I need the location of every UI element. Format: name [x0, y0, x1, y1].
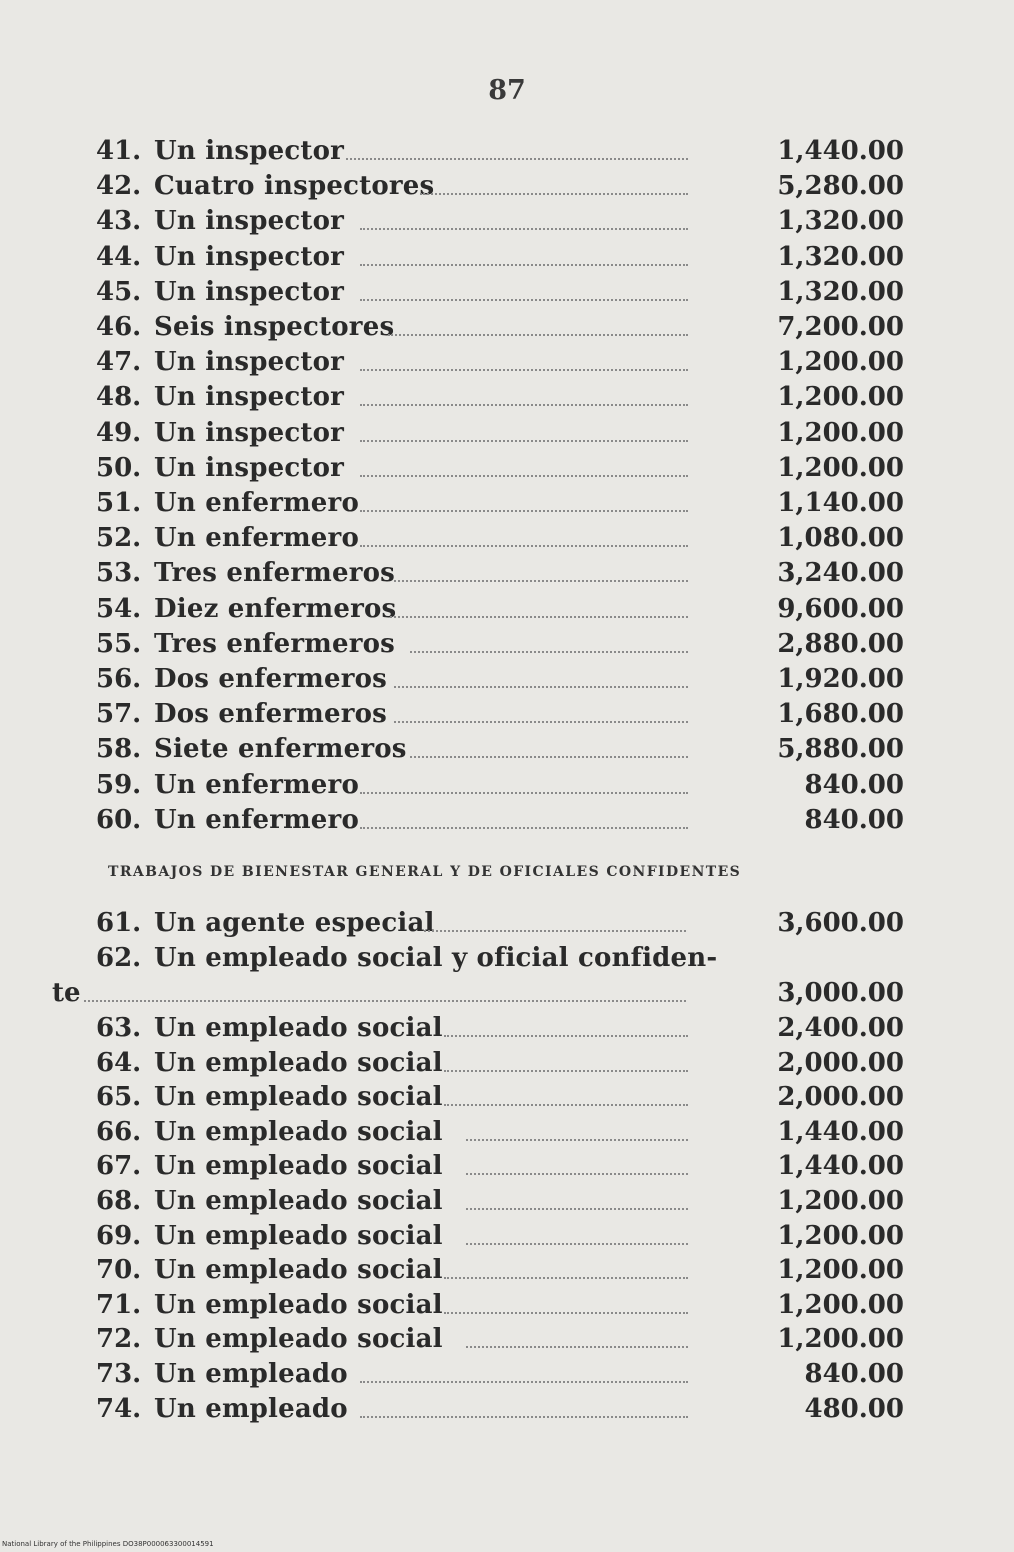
- item-amount: 1,680.00: [777, 699, 904, 730]
- item-amount: 1,320.00: [777, 276, 904, 307]
- dot-leader: [360, 228, 688, 230]
- item-description: Un empleado social: [154, 1116, 443, 1147]
- list-item: [0, 1080, 1014, 1115]
- list-item: [0, 627, 1014, 662]
- item-number: 56.: [96, 664, 142, 694]
- list-item: [0, 662, 1014, 697]
- item-amount: 1,200.00: [777, 1186, 904, 1216]
- dot-leader: [346, 158, 688, 160]
- item-number: 64.: [96, 1047, 142, 1078]
- item-description: Siete enfermeros: [154, 734, 407, 765]
- item-description: Un empleado social: [154, 1289, 443, 1320]
- item-description: Un enfermero: [154, 804, 359, 835]
- dot-leader: [360, 264, 688, 266]
- dot-leader: [424, 930, 686, 932]
- item-description: Seis inspectores: [154, 312, 395, 342]
- item-number: 58.: [96, 734, 142, 765]
- item-amount: 2,000.00: [777, 1082, 904, 1113]
- list-item: [0, 451, 1014, 486]
- item-number: 43.: [96, 206, 142, 237]
- list-item: [0, 310, 1014, 345]
- item-amount: 1,140.00: [777, 488, 904, 518]
- list-item: [0, 521, 1014, 556]
- dot-leader: [360, 1416, 688, 1418]
- item-number: 68.: [96, 1186, 142, 1216]
- item-description: Un inspector: [154, 417, 345, 448]
- item-number: 41.: [96, 136, 142, 166]
- dot-leader: [360, 545, 688, 547]
- item-amount: 1,200.00: [777, 1289, 904, 1320]
- list-item: [0, 1149, 1014, 1184]
- dot-leader: [394, 721, 688, 723]
- list-item: [0, 169, 1014, 204]
- item-description: Un empleado social: [154, 1047, 443, 1078]
- dot-leader: [444, 1035, 688, 1037]
- item-description: Un empleado social: [154, 1151, 443, 1182]
- list-item: [0, 803, 1014, 838]
- item-description: Un inspector: [154, 276, 345, 307]
- item-description: Un empleado: [154, 1393, 348, 1424]
- item-description: Un enfermero: [154, 769, 359, 800]
- dot-leader: [360, 1381, 688, 1383]
- dot-leader: [84, 1000, 686, 1002]
- dot-leader: [388, 334, 688, 336]
- footer-watermark: National Library of the Philippines DO38P000063300014591: [2, 1540, 214, 1548]
- dot-leader: [466, 1139, 688, 1141]
- list-item: [0, 275, 1014, 310]
- item-description: Diez enfermeros: [154, 593, 397, 624]
- item-number: 62.: [96, 943, 142, 973]
- item-description: Un enfermero: [154, 523, 359, 554]
- item-description: Un inspector: [154, 206, 345, 237]
- item-number: 53.: [96, 558, 142, 589]
- list-item: [0, 1392, 1014, 1427]
- item-number: 51.: [96, 488, 142, 518]
- item-amount: 1,920.00: [777, 664, 904, 694]
- item-number: 66.: [96, 1116, 142, 1147]
- item-description: Un empleado social: [154, 1082, 443, 1113]
- list-item: [0, 906, 1014, 941]
- list-item: [0, 1253, 1014, 1288]
- item-number: 70.: [96, 1255, 142, 1286]
- list-item: [0, 204, 1014, 239]
- item-amount: 5,280.00: [777, 171, 904, 202]
- item-description: Un empleado social: [154, 1255, 443, 1286]
- item-amount: 1,200.00: [777, 347, 904, 378]
- item-number: 60.: [96, 804, 142, 835]
- list-item: [0, 416, 1014, 451]
- dot-leader: [360, 475, 688, 477]
- item-description: Un inspector: [154, 452, 345, 483]
- item-number: 73.: [96, 1359, 142, 1389]
- item-number: 44.: [96, 241, 142, 272]
- page-number: 87: [488, 75, 526, 106]
- item-description: Tres enfermeros: [154, 628, 395, 659]
- item-number: 42.: [96, 171, 142, 202]
- list-item-continuation: [0, 976, 1014, 1011]
- list-item: [0, 1219, 1014, 1254]
- item-description: Un empleado social y oficial confiden-: [154, 943, 718, 973]
- item-amount: 2,000.00: [777, 1047, 904, 1078]
- item-description-continuation: te: [52, 978, 81, 1008]
- item-description: Un empleado social: [154, 1220, 443, 1251]
- item-amount: 2,400.00: [777, 1013, 904, 1043]
- dot-leader: [394, 686, 688, 688]
- item-amount: 840.00: [804, 804, 904, 835]
- list-item: [0, 592, 1014, 627]
- item-number: 45.: [96, 276, 142, 307]
- item-number: 74.: [96, 1393, 142, 1424]
- list-item: [0, 556, 1014, 591]
- item-amount: 1,440.00: [777, 1116, 904, 1147]
- item-number: 69.: [96, 1220, 142, 1251]
- list-item: [0, 768, 1014, 803]
- item-amount: 1,440.00: [777, 1151, 904, 1182]
- item-amount: 1,080.00: [777, 523, 904, 554]
- section-heading: TRABAJOS DE BIENESTAR GENERAL Y DE OFICIALES CONFIDENTES: [108, 864, 742, 880]
- dot-leader: [360, 369, 688, 371]
- dot-leader: [466, 1208, 688, 1210]
- item-description: Dos enfermeros: [154, 699, 387, 730]
- dot-leader: [466, 1346, 688, 1348]
- dot-leader: [466, 1173, 688, 1175]
- item-amount: 5,880.00: [777, 734, 904, 765]
- item-number: 46.: [96, 312, 142, 342]
- dot-leader: [444, 1277, 688, 1279]
- list-item: [0, 1011, 1014, 1046]
- dot-leader: [360, 404, 688, 406]
- item-number: 61.: [96, 908, 142, 938]
- item-amount: 1,200.00: [777, 1220, 904, 1251]
- dot-leader: [390, 616, 688, 618]
- item-number: 67.: [96, 1151, 142, 1182]
- list-item: [0, 134, 1014, 169]
- list-item: [0, 1322, 1014, 1357]
- list-item: [0, 1288, 1014, 1323]
- list-item: [0, 1357, 1014, 1392]
- item-number: 65.: [96, 1082, 142, 1113]
- item-number: 54.: [96, 593, 142, 624]
- dot-leader: [410, 651, 688, 653]
- list-item: [0, 345, 1014, 380]
- dot-leader: [444, 1070, 688, 1072]
- dot-leader: [360, 440, 688, 442]
- item-description: Un inspector: [154, 136, 345, 166]
- list-item: [0, 380, 1014, 415]
- item-description: Dos enfermeros: [154, 664, 387, 694]
- item-amount: 1,320.00: [777, 241, 904, 272]
- item-description: Un inspector: [154, 382, 345, 413]
- item-description: Un agente especial: [154, 908, 435, 938]
- item-number: 57.: [96, 699, 142, 730]
- item-description: Un empleado: [154, 1359, 348, 1389]
- item-description: Un empleado social: [154, 1013, 443, 1043]
- item-amount: 1,200.00: [777, 1324, 904, 1355]
- list-item: [0, 732, 1014, 767]
- item-number: 72.: [96, 1324, 142, 1355]
- item-amount: 1,200.00: [777, 417, 904, 448]
- dot-leader: [444, 1104, 688, 1106]
- dot-leader: [466, 1243, 688, 1245]
- item-description: Un enfermero: [154, 488, 359, 518]
- item-number: 59.: [96, 769, 142, 800]
- item-amount: 1,440.00: [777, 136, 904, 166]
- item-number: 52.: [96, 523, 142, 554]
- item-amount: 7,200.00: [777, 312, 904, 342]
- dot-leader: [360, 510, 688, 512]
- dot-leader: [360, 827, 688, 829]
- dot-leader: [420, 193, 688, 195]
- dot-leader: [410, 756, 688, 758]
- item-amount: 2,880.00: [777, 628, 904, 659]
- item-amount: 1,200.00: [777, 452, 904, 483]
- item-number: 49.: [96, 417, 142, 448]
- item-amount: 3,000.00: [777, 978, 904, 1008]
- item-amount: 1,200.00: [777, 1255, 904, 1286]
- dot-leader: [360, 792, 688, 794]
- list-item: [0, 1046, 1014, 1081]
- item-amount: 9,600.00: [777, 593, 904, 624]
- item-amount: 1,320.00: [777, 206, 904, 237]
- list-item: [0, 240, 1014, 275]
- item-amount: 3,600.00: [777, 908, 904, 938]
- dot-leader: [444, 1312, 688, 1314]
- dot-leader: [394, 580, 688, 582]
- dot-leader: [360, 299, 688, 301]
- list-item: [0, 1184, 1014, 1219]
- item-number: 48.: [96, 382, 142, 413]
- item-number: 50.: [96, 452, 142, 483]
- item-number: 71.: [96, 1289, 142, 1320]
- item-number: 55.: [96, 628, 142, 659]
- list-item: [0, 697, 1014, 732]
- item-description: Un empleado social: [154, 1324, 443, 1355]
- item-amount: 840.00: [804, 769, 904, 800]
- item-description: Un inspector: [154, 347, 345, 378]
- list-item: [0, 1115, 1014, 1150]
- item-amount: 480.00: [804, 1393, 904, 1424]
- item-description: Cuatro inspectores: [154, 171, 435, 202]
- item-description: Tres enfermeros: [154, 558, 395, 589]
- item-number: 63.: [96, 1013, 142, 1043]
- item-amount: 3,240.00: [777, 558, 904, 589]
- item-description: Un empleado social: [154, 1186, 443, 1216]
- item-number: 47.: [96, 347, 142, 378]
- list-item: [0, 941, 1014, 976]
- item-description: Un inspector: [154, 241, 345, 272]
- list-item: [0, 486, 1014, 521]
- item-amount: 840.00: [804, 1359, 904, 1389]
- item-amount: 1,200.00: [777, 382, 904, 413]
